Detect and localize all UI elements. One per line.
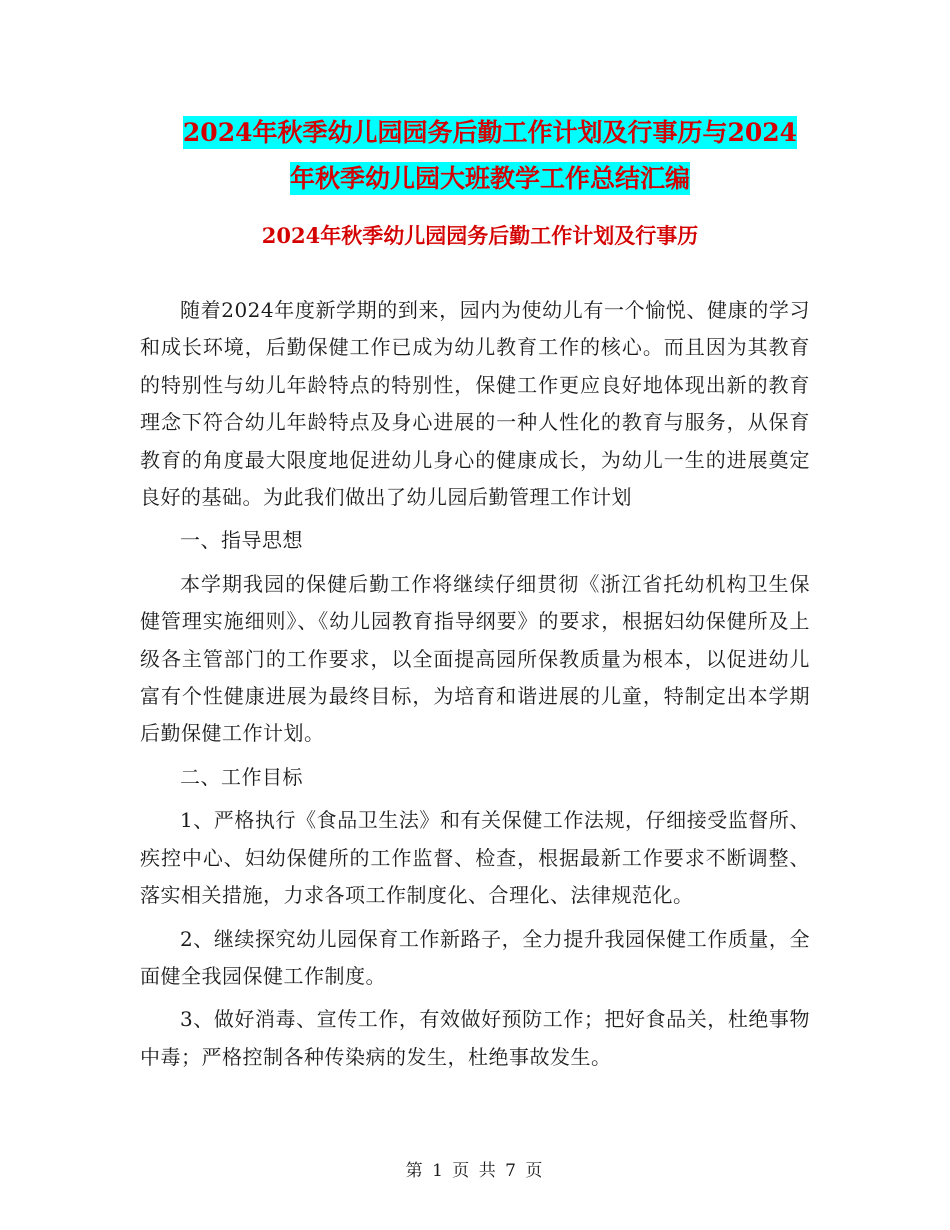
main-title [140, 110, 840, 202]
paragraph-goal-2: 2、继续探究幼儿园保育工作新路子，全力提升我园保健工作质量，全面健全我园保健工作制度。 [140, 926, 810, 988]
body-text [140, 292, 810, 1076]
paragraph-guiding-ideology: 本学期我园的保健后勤工作将继续仔细贯彻《浙江省托幼机构卫生保健管理实施细则》、《幼儿园教育指导纲要》的要求，根据妇幼保健所及上级各主管部门的工作要求，以全面提高园所保教质量为根本，以促进幼儿富有个性健康进展为最终目标，为培育和谐进展的儿童，特制定出本学期后勤保健工作计划。 [140, 571, 810, 746]
section-heading-guiding-ideology: 一、指导思想 [180, 528, 303, 553]
paragraph-goal-1: 1、严格执行《食品卫生法》和有关保健工作法规，仔细接受监督所、疾控中心、妇幼保健所的工作监督、检查，根据最新工作要求不断调整、落实相关措施，力求各项工作制度化、合理化、法律规范化。 [140, 808, 810, 908]
main-title-line2: 年秋季幼儿园大班教学工作总结汇编 [289, 164, 690, 193]
paragraph-goal-3: 3、做好消毒、宣传工作，有效做好预防工作；把好食品关，杜绝事物中毒；严格控制各种传染病的发生，杜绝事故发生。 [140, 1007, 810, 1069]
paragraph-intro: 随着2024年度新学期的到来，园内为使幼儿有一个愉悦、健康的学习和成长环境，后勤保健工作已成为幼儿教育工作的核心。而且因为其教育的特别性与幼儿年龄特点的特别性，保健工作更应良好地体现出新的教育理念下符合幼儿年龄特点及身心进展的一种人性化的教育与服务，从保育教育的角度最大限度地促进幼儿身心的健康成长，为幼儿一生的进展奠定良好的基础。为此我们做出了幼儿园后勤管理工作计划 [140, 298, 810, 510]
section-heading-work-goals: 二、工作目标 [180, 764, 303, 789]
main-title-line1: 2024年秋季幼儿园园务后勤工作计划及行事历与2024 [182, 118, 798, 147]
page-footer: 第 1 页 共 7 页 [405, 1161, 545, 1181]
sub-title: 2024年秋季幼儿园园务后勤工作计划及行事历 [261, 223, 699, 248]
